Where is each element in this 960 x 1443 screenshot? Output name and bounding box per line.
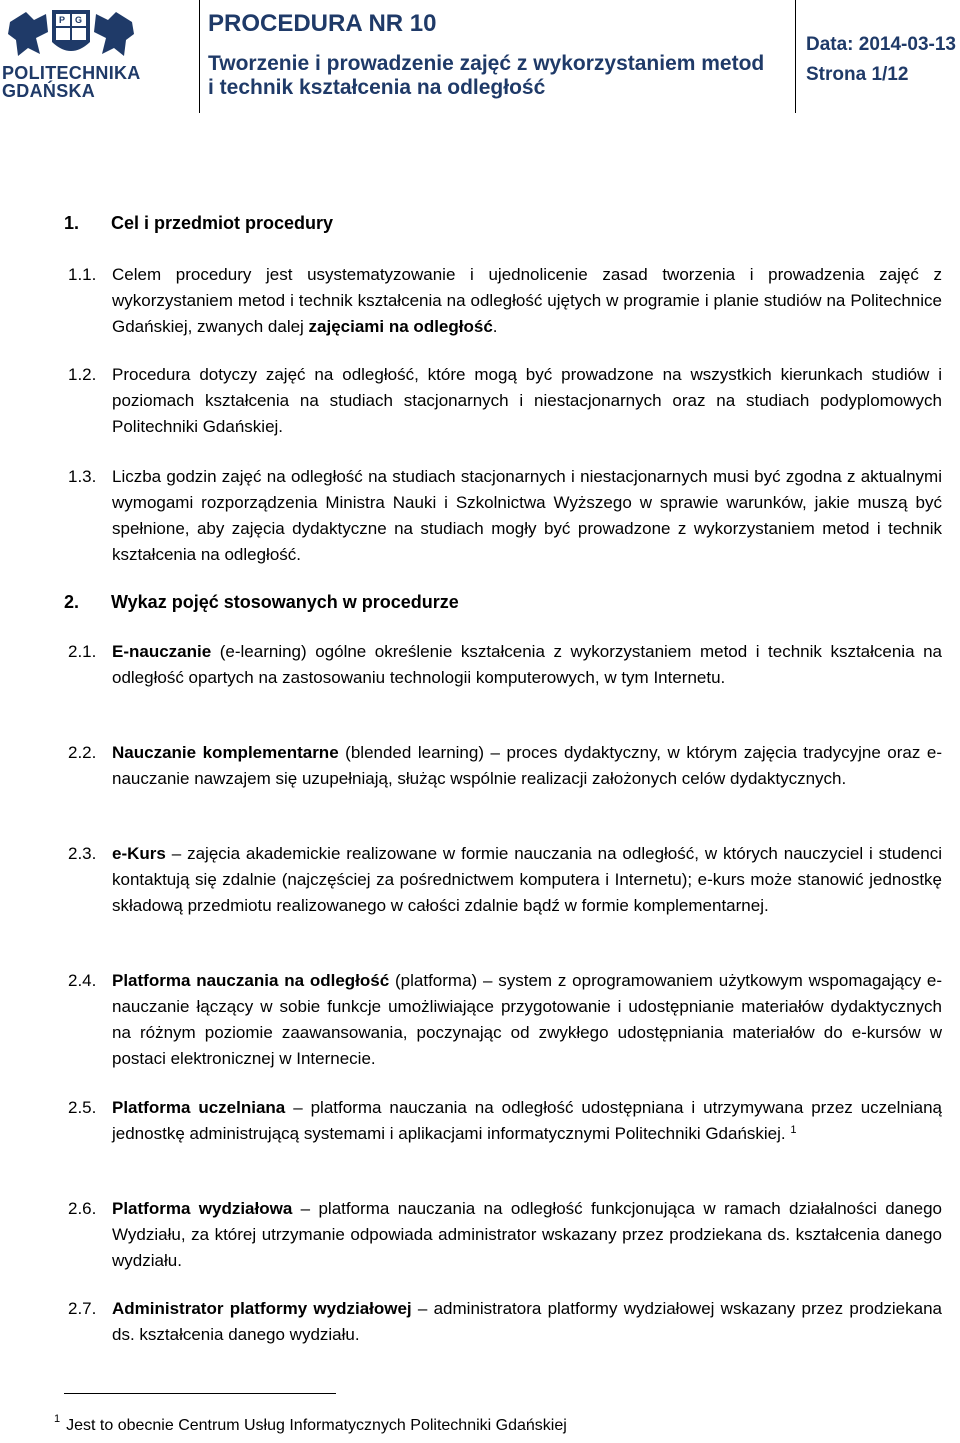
footnote-ref[interactable]: 1: [790, 1124, 797, 1136]
list-item: 1.2. Procedura dotyczy zajęć na odległość, które mogą być prowadzone na wszystkich kierunkach studiów i poziomach kształcenia na studiach stacjonarnych i niestacjonarnych oraz na studiach podyplomowych Politechniki Gdańskiej.: [68, 365, 942, 436]
definition-item: 2.6. Platforma wydziałowa – platforma nauczania na odległość funkcjonująca w ramach działalności danego Wydziału, za której utrzymanie odpowiada administrator wskazany przez prodziekana ds. kształcenia danego wydziału.: [68, 1199, 942, 1270]
document-date: Data: 2014-03-13: [806, 34, 956, 55]
definition-item: 2.4. Platforma nauczania na odległość (platforma) – system z oprogramowaniem użytkowym wspomagający e-nauczanie łączący w sobie funkcje umożliwiające przygotowanie i udostępnianie materiałów dydaktycznych na różnym poziomie zaawansowania, poczynając od zwykłego udostępniania materiałów do e-kursów w postaci elektronicznej w Internecie.: [68, 971, 942, 1068]
header-meta: [806, 30, 956, 90]
footnote-text: Jest to obecnie Centrum Usług Informatycznych Politechniki Gdańskiej: [66, 1417, 567, 1434]
svg-text:P: P: [59, 15, 66, 25]
footnote-separator: [64, 1393, 336, 1394]
procedure-title: PROCEDURA NR 10: [208, 10, 437, 37]
section-heading: 2. Wykaz pojęć stosowanych w procedurze: [64, 592, 459, 612]
svg-text:G: G: [75, 15, 83, 25]
header-divider: [199, 0, 200, 113]
definition-item: 2.2. Nauczanie komplementarne (blended learning) – proces dydaktyczny, w którym zajęcia tradycyjne oraz e-nauczanie nawzajem się uzupełniają, służąc wspólnie realizacji założonych celów dydaktycznych.: [68, 743, 942, 788]
page-number: Strona 1/12: [806, 64, 909, 85]
definition-item: 2.3. e-Kurs – zajęcia akademickie realizowane w formie nauczania na odległość, w których nauczyciel i studenci kontaktują się zdalnie (najczęściej za pośrednictwem komputera i Internetu); e-kurs może stanowić jednostkę składową przedmiotu realizowanego w całości zdalnie bądź w formie komplementarnej.: [68, 844, 942, 915]
definition-item: 2.5. Platforma uczelniana – platforma nauczania na odległość udostępniana i utrzymywana przez uczelnianą jednostkę administrującą systemami i aplikacjami informatycznymi Politechniki Gdańskiej. $^1$: [68, 1098, 942, 1143]
list-item: 1.1. Celem procedury jest usystematyzowanie i ujednolicenie zasad tworzenia i prowadzenia zajęć z wykorzystaniem metod i technik kształcenia na odległość ujętych w programie i planie studiów na Politechnice Gdańskiej, zwanych dalej zajęciami na odległość.: [68, 265, 942, 336]
list-item: 1.3. Liczba godzin zajęć na odległość na studiach stacjonarnych i niestacjonarnych musi być zgodna z aktualnymi wymogami rozporządzenia Ministra Nauki i Szkolnictwa Wyższego w sprawie warunków, jakie muszą być spełnione, aby zajęcia dydaktyczne na studiach mogły być prowadzone z wykorzystaniem metod i technik kształcenia na odległość.: [68, 467, 942, 564]
footnote: [54, 1413, 567, 1435]
header-divider: [795, 0, 796, 113]
document-header: [0, 0, 960, 113]
footnote-mark: 1: [54, 1413, 61, 1425]
section-heading: 1. Cel i przedmiot procedury: [64, 213, 334, 233]
procedure-subtitle: Tworzenie i prowadzenie zajęć z wykorzystaniem metod i technik kształcenia na odległość: [208, 52, 765, 99]
university-logo: [0, 0, 200, 113]
logo-line1: POLITECHNIKA: [2, 63, 141, 83]
crest-icon: [6, 4, 136, 64]
definition-item: 2.1. E-nauczanie (e-learning) ogólne określenie kształcenia z wykorzystaniem metod i technik kształcenia na odległość opartych na zastosowaniu technologii komputerowych, w tym Internetu.: [68, 642, 942, 687]
definition-item: 2.7. Administrator platformy wydziałowej – administratora platformy wydziałowej wskazany przez prodziekana ds. kształcenia danego wydziału.: [68, 1299, 942, 1344]
logo-line2: GDAŃSKA: [2, 81, 96, 101]
